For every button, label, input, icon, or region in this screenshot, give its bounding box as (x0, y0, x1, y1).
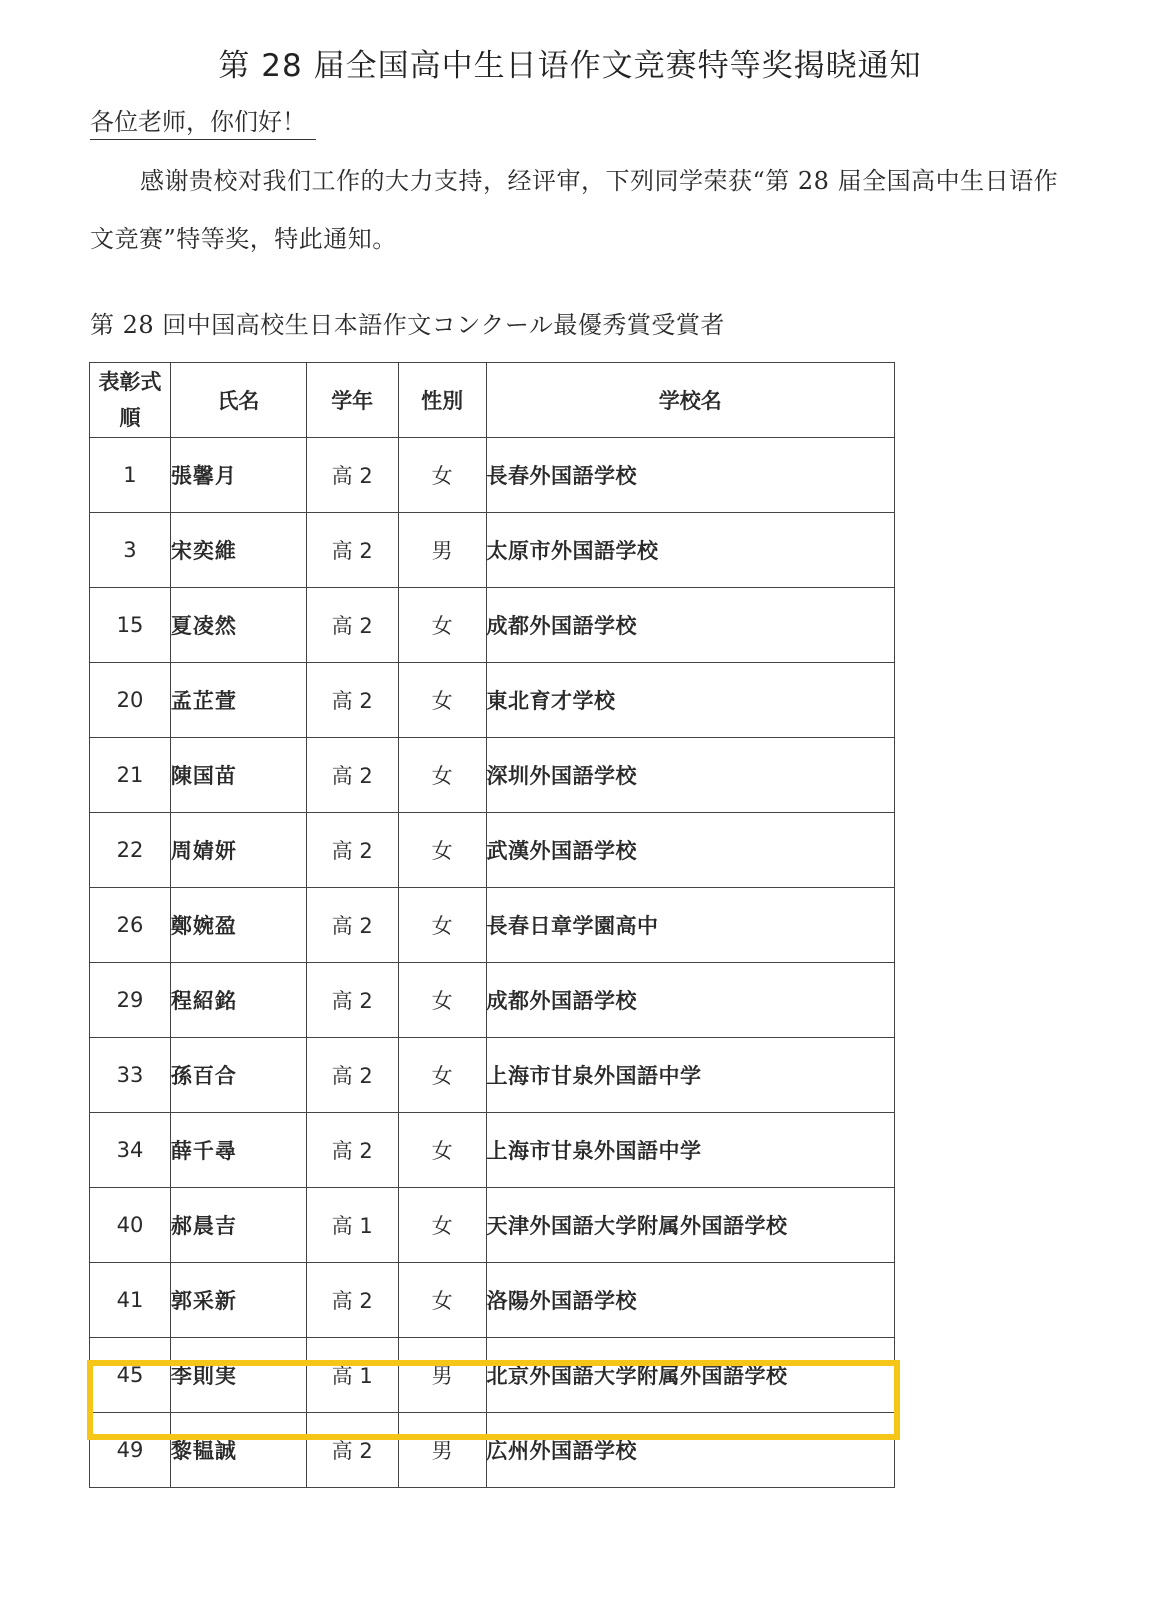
cell-grade: 高 2 (306, 1263, 398, 1338)
table-row (90, 1413, 895, 1488)
cell-school: 成都外国語学校 (486, 963, 894, 1038)
cell-grade: 高 2 (306, 738, 398, 813)
cell-school: 太原市外国語学校 (486, 513, 894, 588)
cell-name: 郭采新 (170, 1263, 306, 1338)
table-header-row (90, 363, 895, 438)
cell-school: 長春日章学園高中 (486, 888, 894, 963)
cell-rank: 20 (90, 663, 171, 738)
cell-name: 周婧妍 (170, 813, 306, 888)
cell-rank: 49 (90, 1413, 171, 1488)
notice-paragraph: 感谢贵校对我们工作的大力支持，经评审，下列同学荣获“第 28 届全国高中生日语作文竞赛”特等奖，特此通知。 (90, 167, 1059, 253)
cell-gender: 女 (398, 438, 486, 513)
cell-name: 李則実 (170, 1338, 306, 1413)
cell-grade: 高 2 (306, 1113, 398, 1188)
cell-gender: 男 (398, 513, 486, 588)
cell-gender: 女 (398, 888, 486, 963)
cell-rank: 3 (90, 513, 171, 588)
cell-gender: 女 (398, 1263, 486, 1338)
cell-name: 張馨月 (170, 438, 306, 513)
cell-name: 鄭婉盈 (170, 888, 306, 963)
cell-rank: 15 (90, 588, 171, 663)
header-school: 学校名 (486, 363, 894, 438)
cell-rank: 29 (90, 963, 171, 1038)
table-row (90, 663, 895, 738)
cell-school: 長春外国語学校 (486, 438, 894, 513)
cell-gender: 女 (398, 963, 486, 1038)
cell-rank: 21 (90, 738, 171, 813)
cell-school: 上海市甘泉外国語中学 (486, 1038, 894, 1113)
cell-grade: 高 2 (306, 513, 398, 588)
header-rank (90, 363, 171, 438)
cell-school: 東北育才学校 (486, 663, 894, 738)
document-title: 第 28 届全国高中生日语作文竞赛特等奖揭晓通知 (218, 48, 922, 84)
cell-rank: 22 (90, 813, 171, 888)
cell-school: 深圳外国語学校 (486, 738, 894, 813)
cell-name: 薛千尋 (170, 1113, 306, 1188)
table-row (90, 438, 895, 513)
cell-grade: 高 2 (306, 438, 398, 513)
cell-school: 上海市甘泉外国語中学 (486, 1113, 894, 1188)
header-gender: 性別 (398, 363, 486, 438)
cell-rank: 45 (90, 1338, 171, 1413)
cell-name: 孟芷萱 (170, 663, 306, 738)
cell-grade: 高 1 (306, 1338, 398, 1413)
cell-gender: 女 (398, 588, 486, 663)
cell-rank: 26 (90, 888, 171, 963)
cell-grade: 高 2 (306, 963, 398, 1038)
cell-gender: 女 (398, 1038, 486, 1113)
cell-gender: 女 (398, 663, 486, 738)
cell-rank: 40 (90, 1188, 171, 1263)
table-row (90, 1338, 895, 1413)
table-row (90, 1263, 895, 1338)
cell-name: 郝晨吉 (170, 1188, 306, 1263)
cell-gender: 男 (398, 1413, 486, 1488)
table-row (90, 1038, 895, 1113)
cell-school: 天津外国語大学附属外国語学校 (486, 1188, 894, 1263)
cell-school: 広州外国語学校 (486, 1413, 894, 1488)
cell-school: 武漢外国語学校 (486, 813, 894, 888)
cell-grade: 高 2 (306, 1413, 398, 1488)
cell-grade: 高 2 (306, 663, 398, 738)
table-caption: 第 28 回中国高校生日本語作文コンクール最優秀賞受賞者 (90, 311, 725, 339)
cell-school: 洛陽外国語学校 (486, 1263, 894, 1338)
cell-grade: 高 2 (306, 888, 398, 963)
awards-table (89, 362, 895, 1488)
greeting: 各位老师，你们好！ (90, 102, 316, 140)
cell-rank: 34 (90, 1113, 171, 1188)
cell-grade: 高 2 (306, 813, 398, 888)
cell-grade: 高 2 (306, 1038, 398, 1113)
table-row (90, 963, 895, 1038)
cell-name: 程紹銘 (170, 963, 306, 1038)
table-row (90, 513, 895, 588)
cell-name: 宋奕維 (170, 513, 306, 588)
table-row (90, 588, 895, 663)
cell-gender: 女 (398, 1113, 486, 1188)
cell-gender: 女 (398, 1188, 486, 1263)
cell-rank: 33 (90, 1038, 171, 1113)
cell-school: 成都外国語学校 (486, 588, 894, 663)
cell-name: 陳国苗 (170, 738, 306, 813)
header-rank-line2: 順 (119, 406, 141, 430)
cell-name: 夏凌然 (170, 588, 306, 663)
cell-name: 孫百合 (170, 1038, 306, 1113)
header-name: 氏名 (170, 363, 306, 438)
table-row (90, 1113, 895, 1188)
cell-rank: 41 (90, 1263, 171, 1338)
header-rank-line1: 表彰式 (98, 370, 162, 394)
cell-school: 北京外国語大学附属外国語学校 (486, 1338, 894, 1413)
cell-rank: 1 (90, 438, 171, 513)
table-row (90, 1188, 895, 1263)
cell-gender: 男 (398, 1338, 486, 1413)
table-row (90, 813, 895, 888)
table-row (90, 738, 895, 813)
cell-name: 黎韫誠 (170, 1413, 306, 1488)
table-row (90, 888, 895, 963)
cell-gender: 女 (398, 813, 486, 888)
cell-grade: 高 1 (306, 1188, 398, 1263)
cell-gender: 女 (398, 738, 486, 813)
header-grade: 学年 (306, 363, 398, 438)
cell-grade: 高 2 (306, 588, 398, 663)
